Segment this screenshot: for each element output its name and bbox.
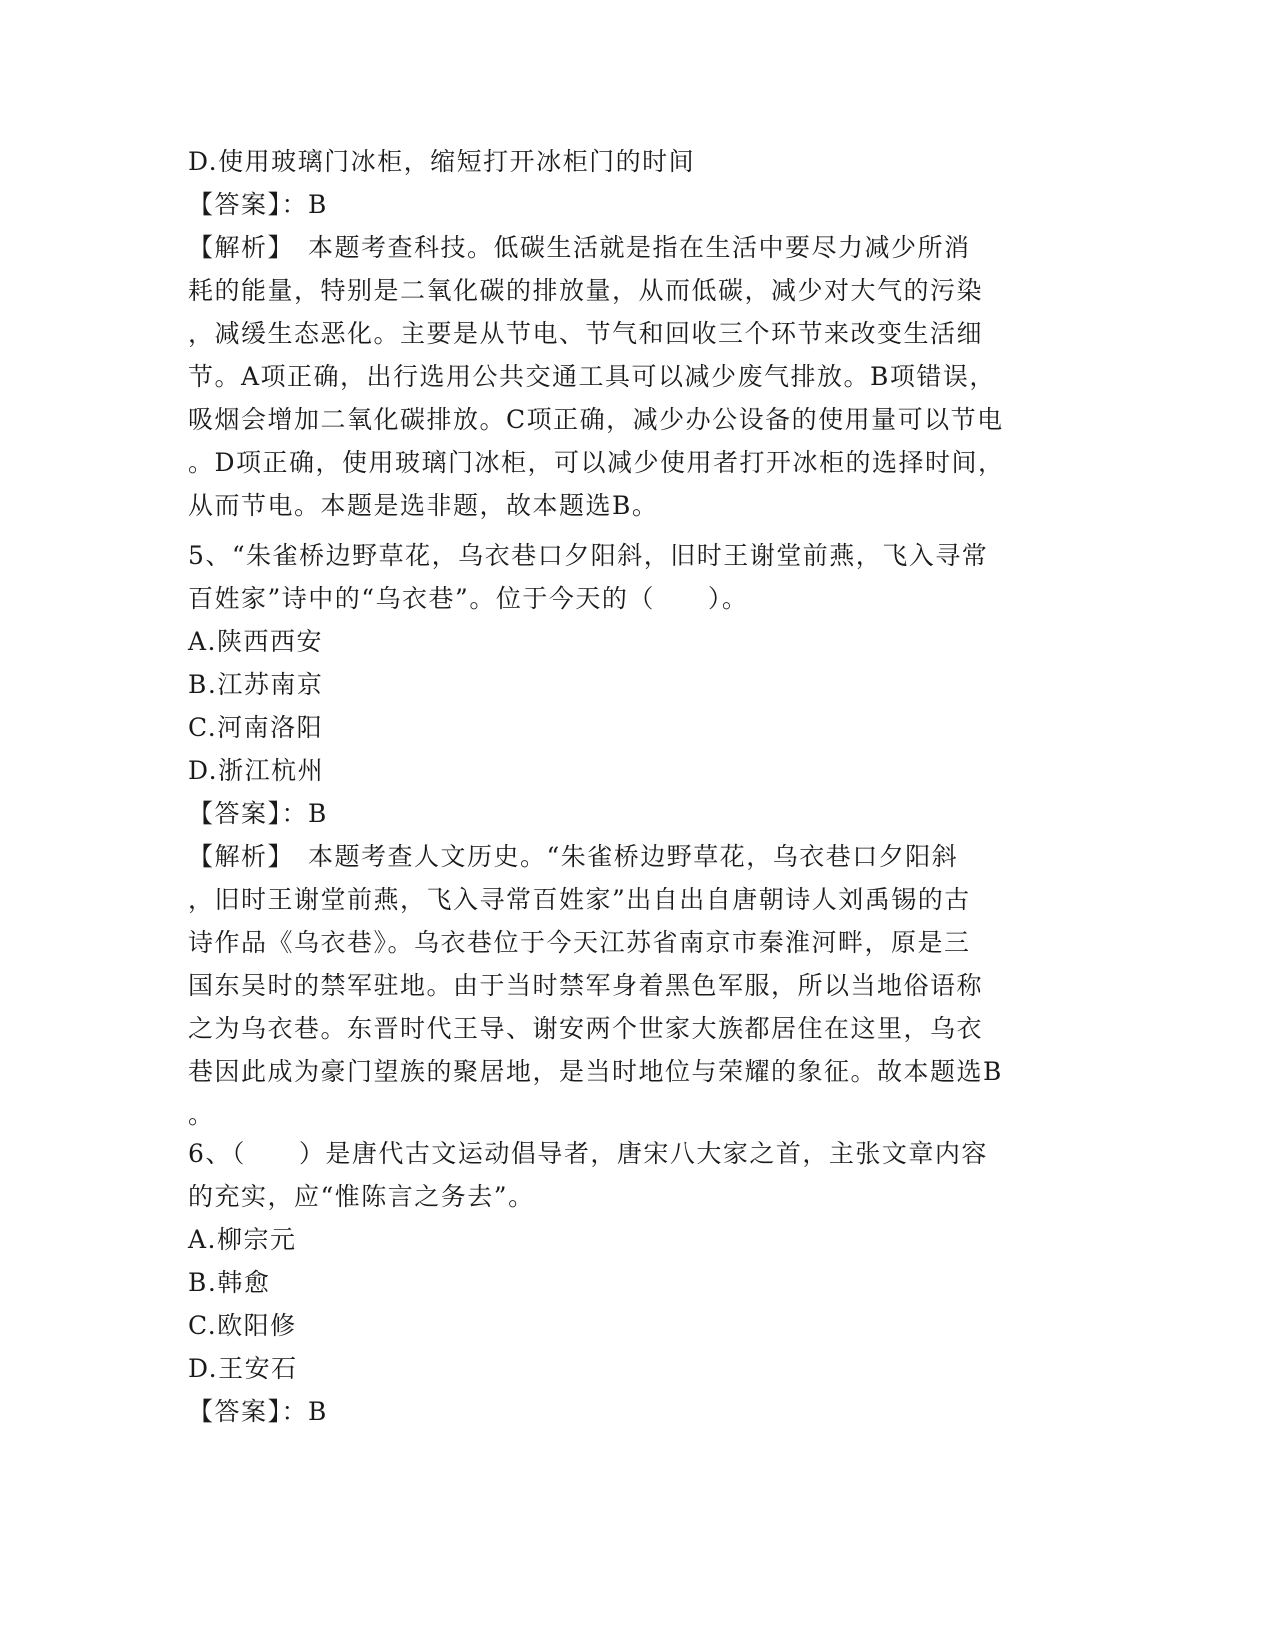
q5-option-c: C.河南洛阳 [188, 713, 324, 742]
q6-option-d: D.王安石 [188, 1354, 298, 1383]
q6-option-c: C.欧阳修 [188, 1311, 297, 1340]
q4-answer: 【答案】：B [188, 190, 328, 219]
q6-stem [188, 1132, 1080, 1218]
q5-analysis-line: 巷因此成为豪门望族的聚居地，是当时地位与荣耀的象征。故本题选B [188, 1057, 1003, 1086]
q4-analysis [188, 226, 1080, 527]
q5-stem-line: 百姓家”诗中的“乌衣巷”。位于今天的（ ）。 [188, 584, 749, 613]
q6-option-b: B.韩愈 [188, 1268, 271, 1297]
q6-option-a: A.柳宗元 [188, 1225, 297, 1254]
q4-analysis-line: 【解析】 本题考查科技。低碳生活就是指在生活中要尽力减少所消 [188, 233, 971, 262]
q4-analysis-line: 从而节电。本题是选非题，故本题选B。 [188, 491, 659, 520]
q5-stem [188, 534, 1080, 620]
q4-analysis-line: 吸烟会增加二氧化碳排放。C项正确，减少办公设备的使用量可以节电 [188, 405, 1004, 434]
q5-analysis-line: 之为乌衣巷。东晋时代王导、谢安两个世家大族都居住在这里，乌衣 [188, 1014, 984, 1043]
q6-answer: 【答案】：B [188, 1397, 328, 1426]
q5-analysis-line: 。 [188, 1100, 215, 1129]
q5-option-d: D.浙江杭州 [188, 756, 325, 785]
question-6 [188, 1132, 1080, 1433]
q6-stem-line: 6、（ ）是唐代古文运动倡导者，唐宋八大家之首，主张文章内容 [188, 1139, 988, 1168]
q5-analysis [188, 835, 1080, 1136]
q5-analysis-line: ，旧时王谢堂前燕，飞入寻常百姓家”出自出自唐朝诗人刘禹锡的古 [188, 885, 971, 914]
q4-analysis-line: ，减缓生态恶化。主要是从节电、节气和回收三个环节来改变生活细 [188, 319, 984, 348]
q5-option-a: A.陕西西安 [188, 627, 324, 656]
q5-answer: 【答案】：B [188, 799, 328, 828]
q5-analysis-line: 诗作品《乌衣巷》。乌衣巷位于今天江苏省南京市秦淮河畔，原是三 [188, 928, 971, 957]
question-4-tail [188, 140, 1080, 527]
q4-analysis-line: 节。A项正确，出行选用公共交通工具可以减少废气排放。B项错误， [188, 362, 996, 391]
q5-analysis-line: 国东吴时的禁军驻地。由于当时禁军身着黑色军服，所以当地俗语称 [188, 971, 984, 1000]
q4-analysis-line: 耗的能量，特别是二氧化碳的排放量，从而低碳，减少对大气的污染 [188, 276, 984, 305]
question-5 [188, 534, 1080, 1136]
q4-option-d: D.使用玻璃门冰柜，缩短打开冰柜门的时间 [188, 147, 696, 176]
q6-stem-line: 的充实，应“惟陈言之务去”。 [188, 1182, 535, 1211]
q5-option-b: B.江苏南京 [188, 670, 324, 699]
q4-analysis-line: 。D项正确，使用玻璃门冰柜，可以减少使用者打开冰柜的选择时间， [188, 448, 1005, 477]
q5-analysis-line: 【解析】 本题考查人文历史。“朱雀桥边野草花，乌衣巷口夕阳斜 [188, 842, 959, 871]
q5-stem-line: 5、“朱雀桥边野草花，乌衣巷口夕阳斜，旧时王谢堂前燕，飞入寻常 [188, 541, 989, 570]
